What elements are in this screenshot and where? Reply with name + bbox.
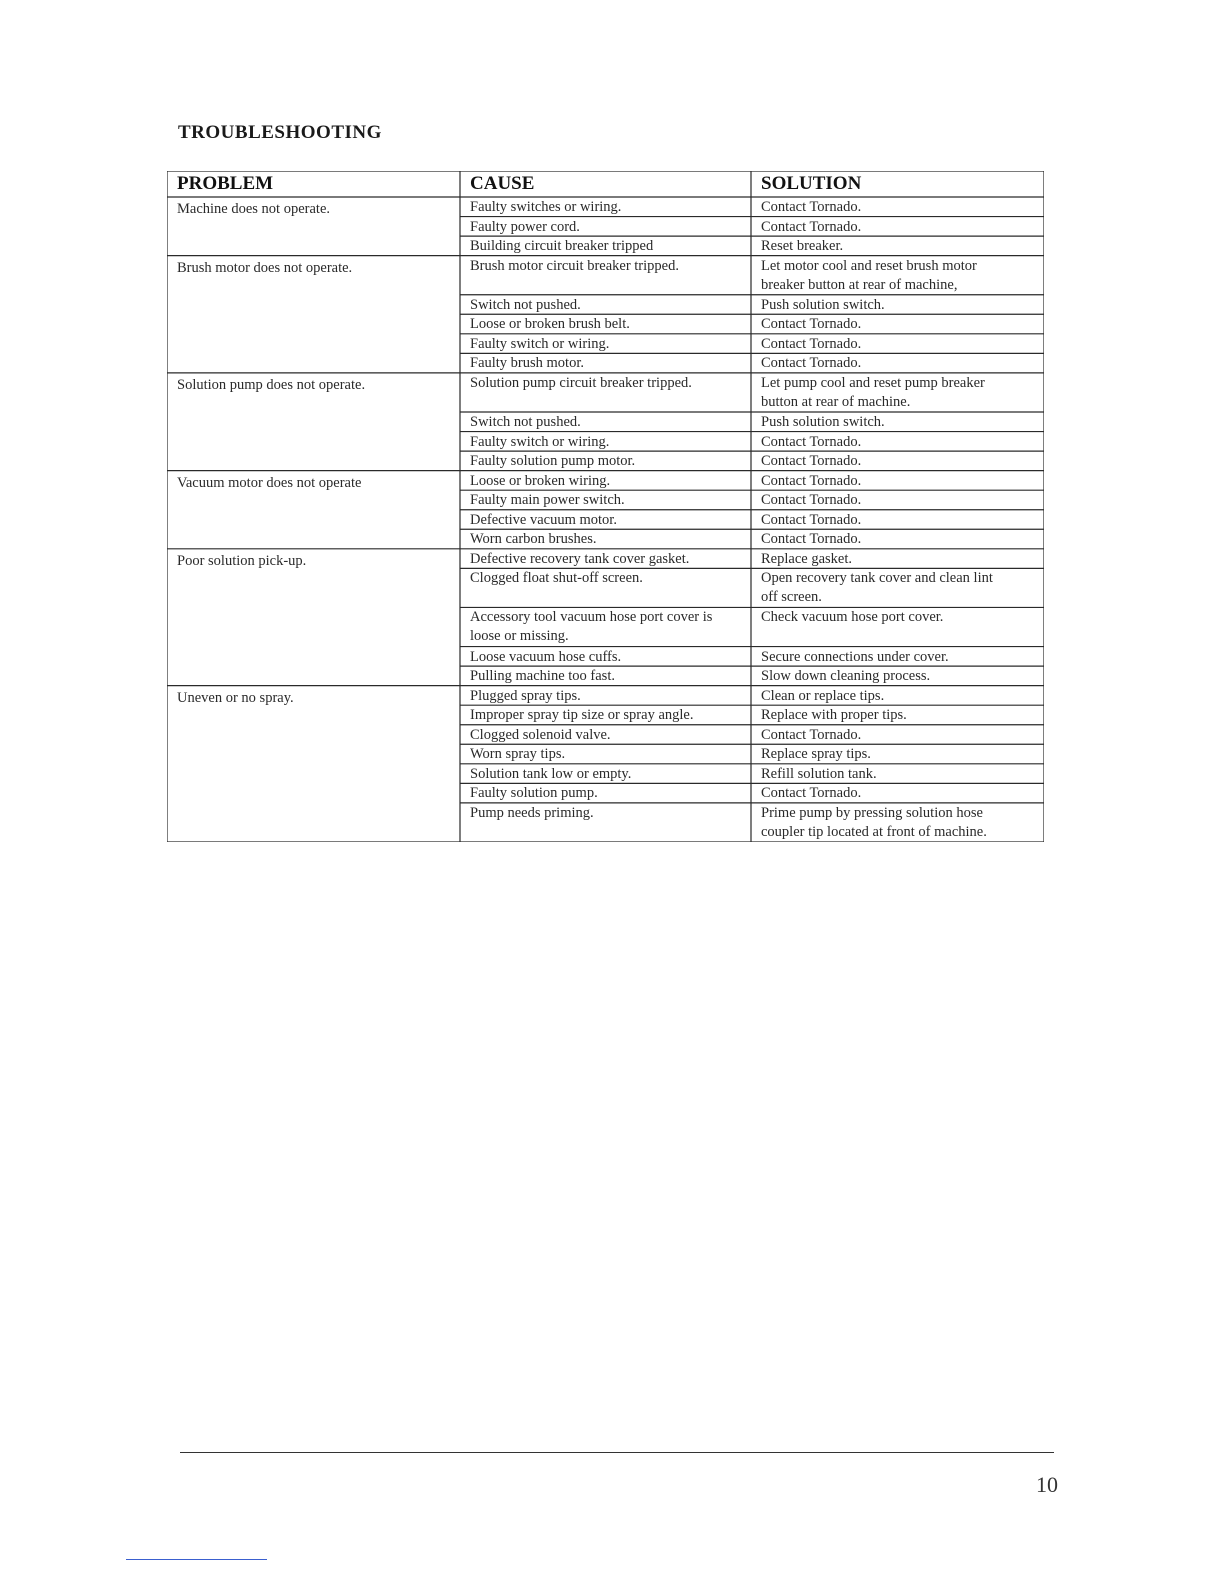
cause-cell: Improper spray tip size or spray angle. [470, 707, 694, 724]
solution-cell: Contact Tornado. [761, 355, 862, 372]
solution-cell: off screen. [761, 589, 822, 606]
cause-cell: Switch not pushed. [470, 414, 581, 430]
cause-cell: Faulty brush motor. [470, 355, 584, 372]
cause-cell: Faulty power cord. [470, 218, 580, 235]
solution-cell: Replace spray tips. [761, 746, 871, 763]
solution-cell: Reset breaker. [761, 238, 844, 255]
solution-cell: Contact Tornado. [761, 453, 862, 470]
header-solution: SOLUTION [761, 173, 862, 194]
solution-cell: Prime pump by pressing solution hose [761, 804, 983, 821]
solution-cell: Contact Tornado. [761, 726, 862, 743]
problem-cell: Poor solution pick-up. [177, 552, 307, 569]
cause-cell: Faulty solution pump. [470, 785, 598, 802]
page-title: TROUBLESHOOTING [178, 122, 382, 143]
cause-cell: Faulty switch or wiring. [470, 335, 610, 352]
solution-cell: Contact Tornado. [761, 785, 862, 802]
solution-cell: Replace with proper tips. [761, 707, 907, 724]
solution-cell: Contact Tornado. [761, 433, 862, 450]
cause-cell: Loose vacuum hose cuffs. [470, 648, 622, 665]
solution-cell: button at rear of machine. [761, 393, 911, 410]
footer-rule [180, 1452, 1054, 1453]
footer-link-underline [126, 1559, 267, 1560]
solution-cell: Contact Tornado. [761, 218, 862, 235]
cause-cell: Defective recovery tank cover gasket. [470, 550, 690, 567]
cause-cell: Brush motor circuit breaker tripped. [470, 257, 679, 274]
header-cause: CAUSE [470, 173, 535, 194]
problem-cell: Uneven or no spray. [177, 689, 294, 706]
problem-cell: Solution pump does not operate. [177, 376, 366, 393]
solution-cell: coupler tip located at front of machine. [761, 823, 987, 840]
header-problem: PROBLEM [177, 173, 274, 194]
problem-cell: Brush motor does not operate. [177, 259, 353, 276]
cause-cell: Accessory tool vacuum hose port cover is [470, 609, 713, 626]
solution-cell: Push solution switch. [761, 296, 885, 313]
cause-cell: Pump needs priming. [470, 804, 594, 821]
cause-cell: Clogged solenoid valve. [470, 726, 611, 743]
cause-cell: Worn spray tips. [470, 746, 566, 763]
solution-cell: Secure connections under cover. [761, 648, 949, 665]
cause-cell: Solution tank low or empty. [470, 765, 632, 782]
cause-cell: Defective vacuum motor. [470, 511, 617, 528]
cause-cell: Building circuit breaker tripped [470, 238, 654, 255]
solution-cell: Contact Tornado. [761, 472, 862, 489]
cause-cell: loose or missing. [470, 628, 569, 645]
cause-cell: Faulty switch or wiring. [470, 433, 610, 450]
solution-cell: Push solution switch. [761, 414, 885, 430]
solution-cell: Contact Tornado. [761, 492, 862, 509]
solution-cell: Let pump cool and reset pump breaker [761, 374, 985, 391]
cause-cell: Faulty main power switch. [470, 492, 625, 509]
solution-cell: Clean or replace tips. [761, 687, 885, 704]
solution-cell: Contact Tornado. [761, 199, 862, 215]
cause-cell: Solution pump circuit breaker tripped. [470, 374, 692, 391]
solution-cell: breaker button at rear of machine, [761, 276, 958, 293]
cause-cell: Worn carbon brushes. [470, 531, 597, 548]
solution-cell: Contact Tornado. [761, 316, 862, 333]
problem-cell: Vacuum motor does not operate [177, 474, 362, 491]
cause-cell: Faulty solution pump motor. [470, 453, 636, 470]
solution-cell: Contact Tornado. [761, 531, 862, 548]
cause-cell: Switch not pushed. [470, 296, 581, 313]
cause-cell: Plugged spray tips. [470, 687, 581, 704]
cause-cell: Loose or broken brush belt. [470, 316, 630, 333]
solution-cell: Contact Tornado. [761, 511, 862, 528]
solution-cell: Open recovery tank cover and clean lint [761, 570, 993, 587]
cause-cell: Clogged float shut-off screen. [470, 570, 643, 587]
solution-cell: Check vacuum hose port cover. [761, 609, 944, 626]
problem-cell: Machine does not operate. [177, 201, 331, 217]
troubleshooting-table [167, 171, 1044, 842]
cause-cell: Pulling machine too fast. [470, 668, 615, 685]
solution-cell: Replace gasket. [761, 550, 852, 567]
solution-cell: Let motor cool and reset brush motor [761, 257, 977, 274]
page-number: 10 [1036, 1472, 1058, 1497]
cause-cell: Faulty switches or wiring. [470, 199, 622, 215]
solution-cell: Contact Tornado. [761, 335, 862, 352]
solution-cell: Slow down cleaning process. [761, 668, 931, 685]
cause-cell: Loose or broken wiring. [470, 472, 611, 489]
solution-cell: Refill solution tank. [761, 765, 877, 782]
